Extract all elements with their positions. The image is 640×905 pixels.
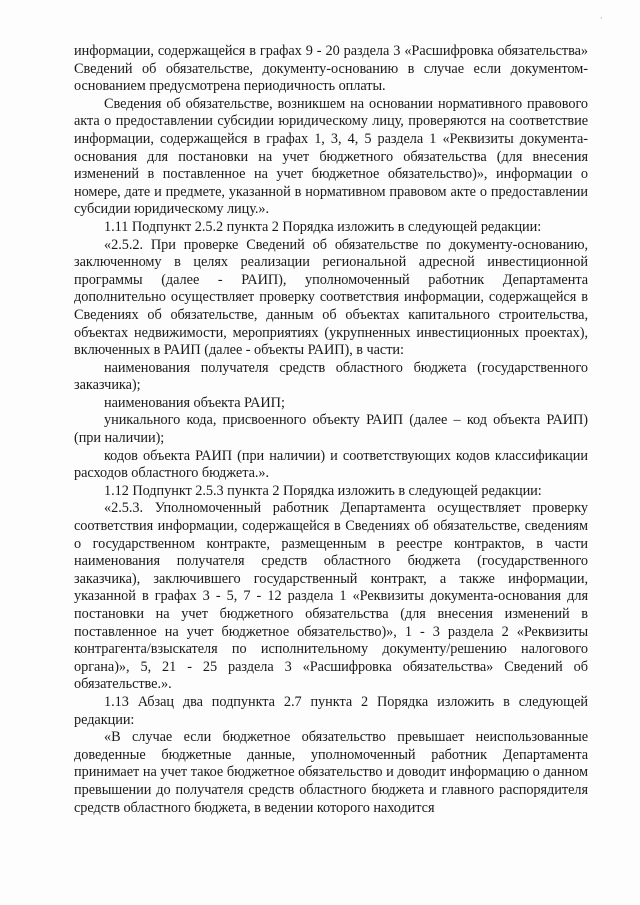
paragraph-amendment-1-11: 1.11 Подпункт 2.5.2 пункта 2 Порядка изложить в следующей редакции:: [104, 218, 542, 235]
paragraph-amendment-1-13: 1.13 Абзац два подпункта 2.7 пункта 2 Порядка изложить в следующей редакции:: [74, 693, 588, 728]
list-item-recipient-name: наименования получателя средств областного бюджета (государственного заказчика);: [74, 359, 588, 394]
paragraph-continuation: информации, содержащейся в графах 9 - 20 раздела 3 «Расшифровка обязательства» Сведений об обязательстве, документу-основанию в случае если документом-основанием предусмотрена периодичность оплаты.: [74, 43, 588, 95]
paragraph-subsidy-info: Сведения об обязательстве, возникшем на основании нормативного правового акта о предоставлении субсидии юридическому лицу, проверяются на соответствие информации, содержащейся в графах 1, 3, 4, 5 раздела 1 «Реквизиты документа-основания для постановки на учет бюджетного обязательства (для внесения изменений в поставленное на учет бюджетное обязательство)», информации о номере, дате и предмете, указанной в нормативном правовом акте о предоставлении субсидии юридическому лицу.».: [74, 95, 588, 218]
list-item-classification-codes: кодов объекта РАИП (при наличии) и соответствующих кодов классификации расходов областного бюджета.».: [74, 447, 588, 482]
list-item-object-name: наименования объекта РАИП;: [104, 394, 285, 411]
paragraph-amendment-1-12: 1.12 Подпункт 2.5.3 пункта 2 Порядка изложить в следующей редакции:: [104, 482, 542, 499]
paragraph-budget-excess: «В случае если бюджетное обязательство превышает неиспользованные доведенные бюджетные данные, уполномоченный работник Департамента принимает на учет такое бюджетное обязательство и доводит информацию о данном превышении до получателя средств областного бюджета и главного распорядителя средств областного бюджета, в ведении которого находится: [74, 729, 588, 816]
scan-speck: ·: [600, 14, 603, 23]
document-body: [74, 43, 588, 817]
list-item-object-code: уникального кода, присвоенного объекту РАИП (далее – код объекта РАИП) (при наличии);: [74, 412, 588, 447]
paragraph-2-5-2: «2.5.2. При проверке Сведений об обязательстве по документу-основанию, заключенному в целях реализации региональной адресной инвестиционной программы (далее - РАИП), уполномоченный работник Департамента дополнительно осуществляет проверку соответствия информации, содержащейся в Сведениях об обязательстве, данным об объектах капитального строительства, объектах недвижимости, мероприятиях (укрупненных инвестиционных проектах), включенных в РАИП (далее - объекты РАИП), в части:: [74, 236, 588, 359]
paragraph-2-5-3: «2.5.3. Уполномоченный работник Департамента осуществляет проверку соответствия информации, содержащейся в Сведениях об обязательстве, сведениям о государственном контракте, размещенным в реестре контрактов, в части наименования получателя средств областного бюджета (государственного заказчика), заключившего государственный контракт, а также информации, указанной в графах 3 - 5, 7 - 12 раздела 1 «Реквизиты документа-основания для постановки на учет бюджетного обязательства (для внесения изменений в поставленное на учет бюджетное обязательство)», 1 - 3 раздела 2 «Реквизиты контрагента/взыскателя по исполнительному документу/решению налогового органа)», 5, 21 - 25 раздела 3 «Расшифровка обязательства» Сведений об обязательстве.».: [74, 500, 588, 693]
